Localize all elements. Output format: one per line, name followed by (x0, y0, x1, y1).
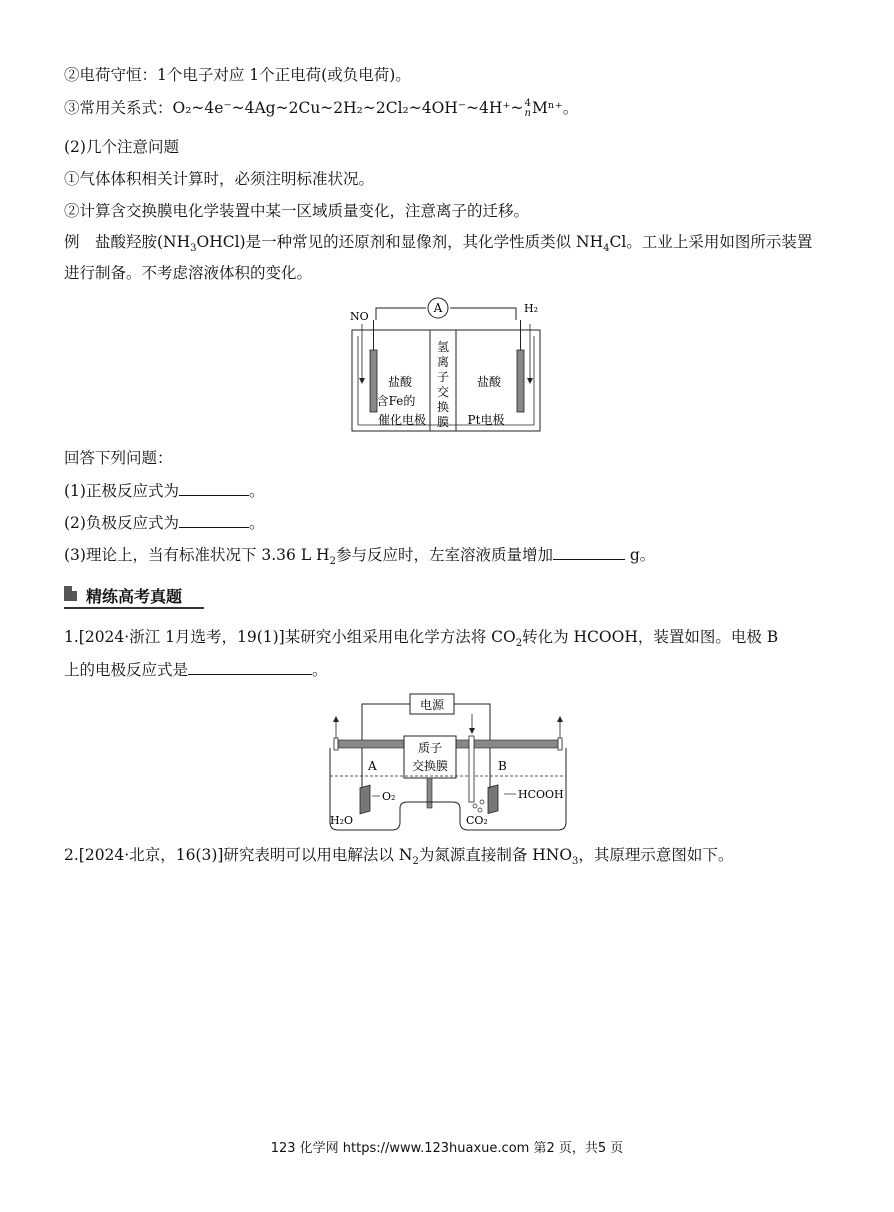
text-notes-heading: (2)几个注意问题 (64, 138, 179, 156)
h2-label: H₂ (524, 302, 539, 315)
text-relation-formula (64, 97, 578, 119)
membrane-char-1: 氢 (436, 340, 450, 354)
sub-3: 3 (572, 856, 579, 868)
problem-2-text-b: 为氮源直接制备 HNO (418, 846, 573, 864)
problem-1-line-2 (64, 658, 328, 681)
membrane-char-3: 子 (436, 370, 450, 384)
relation-fraction (525, 99, 531, 119)
answer-blank-2[interactable] (179, 511, 249, 528)
sub-2: 2 (515, 638, 523, 650)
power-label: 电源 (419, 698, 445, 712)
text-charge-conservation: ②电荷守恒：1个电子对应 1个正电荷(或负电荷)。 (64, 66, 411, 84)
sub-2: 2 (412, 856, 419, 868)
page-footer: 123 化学网 https://www.123huaxue.com 第2 页，共5 页 (270, 1141, 624, 1156)
period: 。 (248, 514, 265, 532)
question-2-text: (2)负极反应式为 (64, 514, 179, 532)
question-3 (64, 543, 655, 566)
membrane-char-4: 交 (436, 385, 450, 399)
problem-1-text-a: 1.[2024·浙江 1月选考，19(1)]某研究小组采用电化学方法将 CO (64, 628, 516, 646)
electrode-b (488, 785, 498, 814)
problem-2-text-c: ，其原理示意图如下。 (578, 846, 734, 864)
problem-2-text-a: 2.[2024·北京，16(3)]研究表明可以用电解法以 N (64, 846, 413, 864)
document-icon (64, 586, 77, 601)
answer-blank-4[interactable] (188, 658, 312, 675)
fraction-numerator: 4 (524, 98, 531, 109)
period: 。 (248, 482, 265, 500)
relation-prefix: ③常用关系式： (64, 99, 173, 117)
answer-blank-1[interactable] (179, 479, 249, 496)
section-title: 精练高考真题 (86, 587, 183, 606)
question-2 (64, 511, 264, 534)
problem-1-text-b: 转化为 HCOOH，装置如图。电极 B (522, 628, 779, 646)
example-part-a: 例 盐酸羟胺(NH (64, 233, 191, 251)
question-3-text-b: 参与反应时，左室溶液质量增加 (335, 546, 553, 564)
membrane-label-1: 质子 (417, 741, 443, 755)
no-label: NO (350, 310, 369, 323)
text-note-2: ②计算含交换膜电化学装置中某一区域质量变化，注意离子的迁移。 (64, 202, 530, 220)
period: 。 (312, 661, 328, 679)
electrode-b-label: B (498, 759, 507, 773)
right-solution-label: 盐酸 (476, 375, 502, 389)
sub-3: 3 (190, 243, 197, 255)
relation-tail: Mⁿ⁺。 (532, 99, 579, 117)
problem-2 (64, 844, 733, 866)
membrane (427, 778, 432, 808)
sub-4: 4 (603, 243, 610, 255)
text-note-1: ①气体体积相关计算时，必须注明标准状况。 (64, 170, 375, 188)
problem-1-text-c: 上的电极反应式是 (64, 661, 189, 679)
h2o-label: H₂O (330, 814, 354, 827)
example-part-c: Cl。工业上采用如图所示装置进行制备。不考虑溶液体积的变化。 (64, 233, 813, 282)
co2-inlet-tube (469, 736, 474, 802)
hcooh-label: HCOOH (518, 788, 564, 801)
figure-electrolysis-cell (344, 294, 548, 436)
left-solution-label: 盐酸 (387, 375, 413, 389)
text-questions-intro: 回答下列问题： (64, 449, 173, 467)
left-electrode-label-1: 含Fe的 (376, 394, 416, 408)
o2-label: O₂ (382, 790, 396, 803)
section-heading (64, 583, 204, 609)
question-1 (64, 479, 264, 502)
membrane-char-2: 离 (436, 355, 450, 369)
right-electrode-label: Pt电极 (467, 413, 505, 427)
ammeter-label: A (433, 301, 443, 315)
co2-label: CO₂ (466, 814, 488, 827)
text-example (64, 227, 816, 289)
membrane-label-2: 交换膜 (411, 759, 449, 773)
problem-1 (64, 626, 778, 648)
question-3-text-a: (3)理论上，当有标准状况下 3.36 L H (64, 546, 330, 564)
left-electrode-label-2: 催化电极 (377, 413, 427, 427)
question-1-text: (1)正极反应式为 (64, 482, 179, 500)
figure-co2-reduction-cell (322, 690, 572, 832)
fraction-denominator: n (524, 108, 531, 119)
membrane-char-6: 膜 (436, 415, 450, 429)
question-3-unit: g。 (624, 546, 656, 564)
membrane-char-5: 换 (436, 400, 450, 414)
electrode-a-label: A (368, 759, 377, 773)
relation-formula: O₂~4e⁻~4Ag~2Cu~2H₂~2Cl₂~4OH⁻~4H⁺~ (172, 99, 524, 117)
electrode-a (360, 785, 370, 814)
answer-blank-3[interactable] (553, 543, 625, 560)
example-part-b: OHCl)是一种常见的还原剂和显像剂，其化学性质类似 NH (196, 233, 604, 251)
sub-2: 2 (329, 556, 336, 568)
right-electrode (517, 350, 524, 412)
